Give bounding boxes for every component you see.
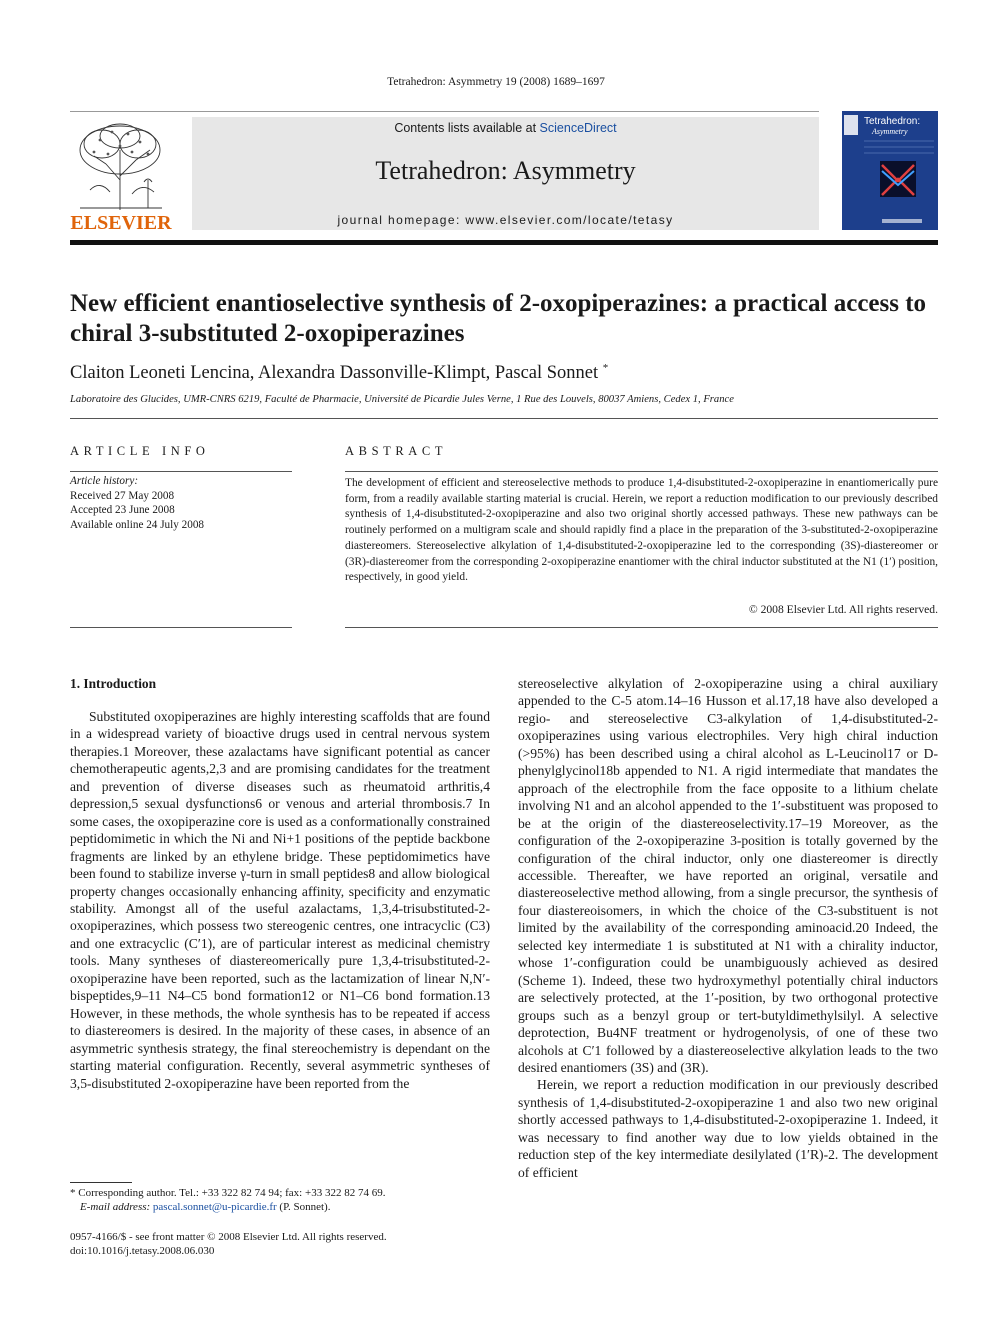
email-line — [70, 1200, 490, 1214]
abstract-text: The development of efficient and stereoselective methods to produce 1,4-disubstituted-2-oxopiperazine in enantiomerically pure form, from a readily available starting material is crucial. Herein, we report a reduction modification to our previously described synthesis of 1,4-disubstituted-2-oxopiperazine and also two original shortly accessed pathways. These new pathways can be routinely performed on a multigram scale and should rapidly find a place in the preparation of the 3-substituted-2-oxopiperazine diastereomers. Stereoselective alkylation of 1,4-disubstituted-2-oxopiperazine led to the corresponding (3S)-diastereomer or (3R)-diastereomer from the corresponding 2-oxopiperazine enantiomer with the chiral inductor substituted at the N1 (1′) position, respectively, in good yield. — [345, 477, 938, 584]
email-label: E-mail address: — [80, 1201, 151, 1214]
abstract-copyright: © 2008 Elsevier Ltd. All rights reserved. — [748, 603, 938, 616]
doi-line[interactable]: doi:10.1016/j.tetasy.2008.06.030 — [70, 1245, 215, 1258]
article-info-rule — [70, 471, 292, 472]
history-label: Article history: — [70, 475, 139, 487]
footnote-rule — [70, 1182, 132, 1183]
issn-line: 0957-4166/$ - see front matter © 2008 Elsevier Ltd. All rights reserved. — [70, 1231, 387, 1243]
cover-title: Tetrahedron: — [864, 116, 921, 127]
article-title: New efficient enantioselective synthesis of 2-oxopiperazines: a practical access to chiral 3-substituted 2-oxopiperazines — [70, 290, 927, 347]
corresponding-author-mark[interactable]: * — [602, 362, 609, 374]
contents-prefix: Contents lists available at — [394, 121, 537, 135]
masthead-rule — [70, 111, 819, 112]
corresponding-author-footnote — [70, 1186, 490, 1215]
article-info-bottom-rule — [70, 627, 292, 628]
sciencedirect-link[interactable]: ScienceDirect — [539, 121, 617, 135]
intro-paragraph-2: Herein, we report a reduction modification in our previously described synthesis of 1,4-disubstituted-2-oxopiperazine 1 and also two new original shortly accessed pathways to 1,4-disubstituted-2-oxopiperazine 1. Indeed, it was necessary to find another way due to low yields obtained in the reduction step of the key intermediate desilylated (1′R)-2. The development of efficient — [518, 1077, 938, 1180]
body-column-right — [518, 675, 938, 1181]
article-history — [70, 474, 204, 532]
corresponding-contact: * Corresponding author. Tel.: +33 322 82 74 94; fax: +33 322 82 74 69. — [70, 1187, 386, 1199]
affiliation: Laboratoire des Glucides, UMR-CNRS 6219, Faculté de Pharmacie, Université de Picardie Jules Verne, 1 Rue des Louvels, 80037 Amiens, Cedex 1, France — [70, 394, 734, 405]
abstract-rule — [345, 471, 938, 472]
journal-title: Tetrahedron: Asymmetry — [375, 156, 636, 185]
body-column-left — [70, 708, 490, 1092]
section-heading-introduction: 1. Introduction — [70, 676, 157, 691]
journal-homepage[interactable]: journal homepage: www.elsevier.com/locate/tetasy — [337, 213, 674, 227]
masthead-thick-rule — [70, 240, 938, 245]
intro-paragraph-continued: stereoselective alkylation of 2-oxopiperazine using a chiral auxiliary appended to the C-5 atom.14–16 Husson et al.17,18 have also developed a regio- and stereoselective C3-alkylation of 1,4-disubstituted-2-oxopiperazines using various electrophiles. Very high chiral induction (>95%) has been described using a chiral alcohol as L-Leucinol17 or D-phenylglycinol18b appended to N1. A rigid intermediate that mandates the approach of the electrophile from the face opposite to a lithium chelate involving N1 and an alcohol appended to the 1′-substituent was proposed to be at the origin of the diastereoselectivity.17–19 Moreover, as the configuration of the 2-oxopiperazine 3-position is totally governed by the configuration of the chiral inductor, only one diastereomer is directly accessible. Thereafter, we have reported an original, versatile and diastereoselective method allowing, from a single precursor, the synthesis of four diastereoisomers, in which the choice of the C3-substituent is not limited by the availability of the corresponding aminoacid.20 Indeed, the selected key intermediate 1 is substituted at N1 with a chirality inductor, whose 1′-configuration could be unambiguously achieved as desired (Scheme 1). Indeed, these two hydroxymethyl potentially chiral inductors are selectively protected, at the 1′-position, by two orthogonal protective groups such as a benzyl group or tert-butyldimethylsilyl. A selective deprotection, Bu4NF treatment or hydrogenolysis, of one of these two alcohols at C′1 followed by a diastereoselective alkylation leads to the two desired enantiomers (3S) and (3R). — [518, 676, 938, 1075]
publisher-wordmark: ELSEVIER — [70, 212, 172, 234]
contents-line — [192, 121, 819, 135]
email-link[interactable]: pascal.sonnet@u-picardie.fr — [152, 1201, 277, 1214]
journal-cover-image — [842, 111, 938, 230]
article-info-heading: ARTICLE INFO — [70, 444, 210, 458]
accepted-date: Accepted 23 June 2008 — [70, 504, 175, 517]
intro-paragraph-1: Substituted oxopiperazines are highly interesting scaffolds that are found in a widespread variety of bioactive drugs used in central nervous system therapies.1 Moreover, these azalactams have significant potential as cancer chemotherapeutic agents,2,3 and are promising candidates for the treatment and prevention of diverse diseases such as rheumatoid arthritis,4 depression,5 sexual dysfunctions6 or venous and arterial thrombosis.7 In some cases, the oxopiperazine core is used as a conformationally constrained peptidomimetic in which the Ni and Ni+1 positions of the peptide backbone fragments are linked by an ethylene bridge. These peptidomimetics have been found to stabilize inverse γ-turn in small peptides8 and allow biological property changes occasionally enhancing affinity, specificity and enzymatic stability. Amongst all of the useful azalactams, 1,3,4-trisubstituted-2-oxopiperazines, which possess two stereogenic centres, one intracyclic (C3) and one extracyclic (C′1), are of particular interest as medicinal chemistry tools. Many syntheses of diastereomerically pure 1,3,4-trisubstituted-2-oxopiperazine have been reported, such as the lactamization of linear N,N′-bispeptides,9–11 N4–C5 bond formation12 or N1–C6 bond formation.13 However, in these methods, the whole synthesis has to be repeated if access to diastereomers is desired. In the majority of these cases, in absence of an asymmetric synthesis strategy, the final stereochemistry is dependant on the starting material configuration. Recently, several asymmetric syntheses of 3,5-disubstituted 2-oxopiperazine have been reported from the — [70, 709, 490, 1091]
article-authors — [70, 362, 608, 384]
journal-citation: Tetrahedron: Asymmetry 19 (2008) 1689–1697 — [387, 76, 605, 88]
author-list: Claiton Leoneti Lencina, Alexandra Dassonville-Klimpt, Pascal Sonnet — [70, 363, 599, 384]
email-author-name: (P. Sonnet). — [279, 1201, 331, 1214]
cover-subtitle: Asymmetry — [872, 127, 908, 136]
received-date: Received 27 May 2008 — [70, 489, 175, 502]
abstract-heading: ABSTRACT — [345, 444, 448, 458]
online-date: Available online 24 July 2008 — [70, 518, 205, 531]
title-rule — [70, 418, 938, 419]
issn-block — [70, 1230, 387, 1259]
abstract-bottom-rule — [345, 627, 938, 628]
